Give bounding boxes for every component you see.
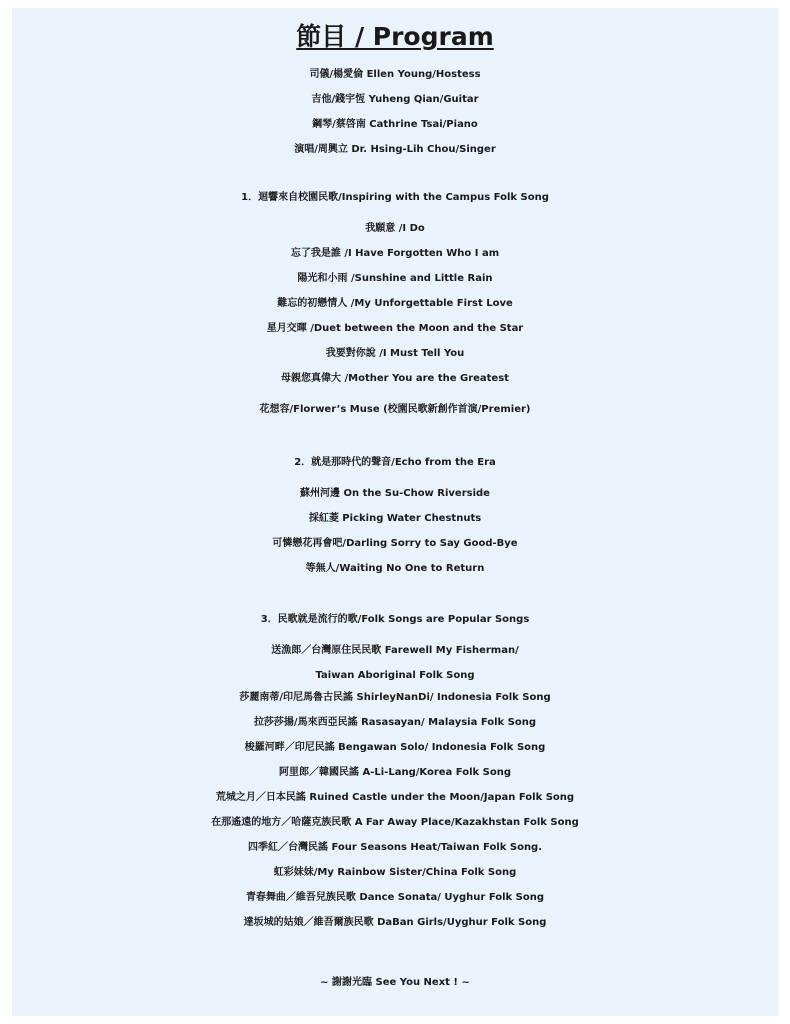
page-title: 節目 / Program [296,22,494,51]
song-item: 在那遙遠的地方／哈薩克族民歌 A Far Away Place/Kazakhstan Folk Song [211,817,579,828]
section-heading: 3．民歌就是流行的歌/Folk Songs are Popular Songs [260,614,530,625]
song-item: 等無人/Waiting No One to Return [305,563,485,574]
song-item: 陽光和小雨 /Sunshine and Little Rain [297,273,493,284]
closing-message: ~ 謝謝光臨 See You Next ! ~ [320,977,470,988]
song-item: 難忘的初戀情人 /My Unforgettable First Love [277,298,513,309]
credit-line: 演唱/周興立 Dr. Hsing-Lih Chou/Singer [294,144,496,155]
song-item: 採紅菱 Picking Water Chestnuts [308,513,482,524]
song-item: 梭羅河畔／印尼民謠 Bengawan Solo/ Indonesia Folk Song [244,742,546,753]
song-item: 拉莎莎揚/馬來西亞民謠 Rasasayan/ Malaysia Folk Song [253,717,537,728]
song-item: 青春舞曲／維吾兒族民歌 Dance Sonata/ Uyghur Folk Song [245,892,545,903]
song-item: 四季紅／台灣民謠 Four Seasons Heat/Taiwan Folk Song. [247,842,543,853]
song-item: 達坂城的姑娘／維吾爾族民歌 DaBan Girls/Uyghur Folk Song [243,917,547,928]
song-item: Taiwan Aboriginal Folk Song [315,670,475,681]
credit-line: 司儀/楊愛倫 Ellen Young/Hostess [309,69,481,80]
song-item: 可憐戀花再會吧/Darling Sorry to Say Good-Bye [272,538,518,549]
program-page [12,8,778,1016]
song-item: 荒城之月／日本民謠 Ruined Castle under the Moon/Japan Folk Song [215,792,575,803]
credit-line: 鋼琴/蔡啓南 Cathrine Tsai/Piano [312,119,478,130]
section-heading: 1．迴響來自校園民歌/Inspiring with the Campus Folk Song [241,192,549,203]
song-item: 蘇州河邊 On the Su-Chow Riverside [300,488,490,499]
song-item: 我願意 /I Do [365,223,425,234]
song-item: 我要對你說 /I Must Tell You [325,348,465,359]
song-item: 星月交暉 /Duet between the Moon and the Star [266,323,524,334]
song-item: 莎麗南蒂/印尼馬魯古民謠 ShirleyNanDi/ Indonesia Folk Song [239,692,551,703]
song-item: 虹彩妹妹/My Rainbow Sister/China Folk Song [273,867,517,878]
song-item: 花想容/Florwer’s Muse (校園民歌新創作首演/Premier) [259,404,531,415]
song-item: 送漁郎／台灣原住民民歌 Farewell My Fisherman/ [271,645,519,656]
credit-line: 吉他/錢宇恆 Yuheng Qian/Guitar [311,94,479,105]
song-item: 阿里郎／韓國民謠 A-Li-Lang/Korea Folk Song [279,767,511,778]
song-item: 忘了我是誰 /I Have Forgotten Who I am [290,248,500,259]
section-heading: 2．就是那時代的聲音/Echo from the Era [294,457,496,468]
song-item: 母親您真偉大 /Mother You are the Greatest [281,373,509,384]
